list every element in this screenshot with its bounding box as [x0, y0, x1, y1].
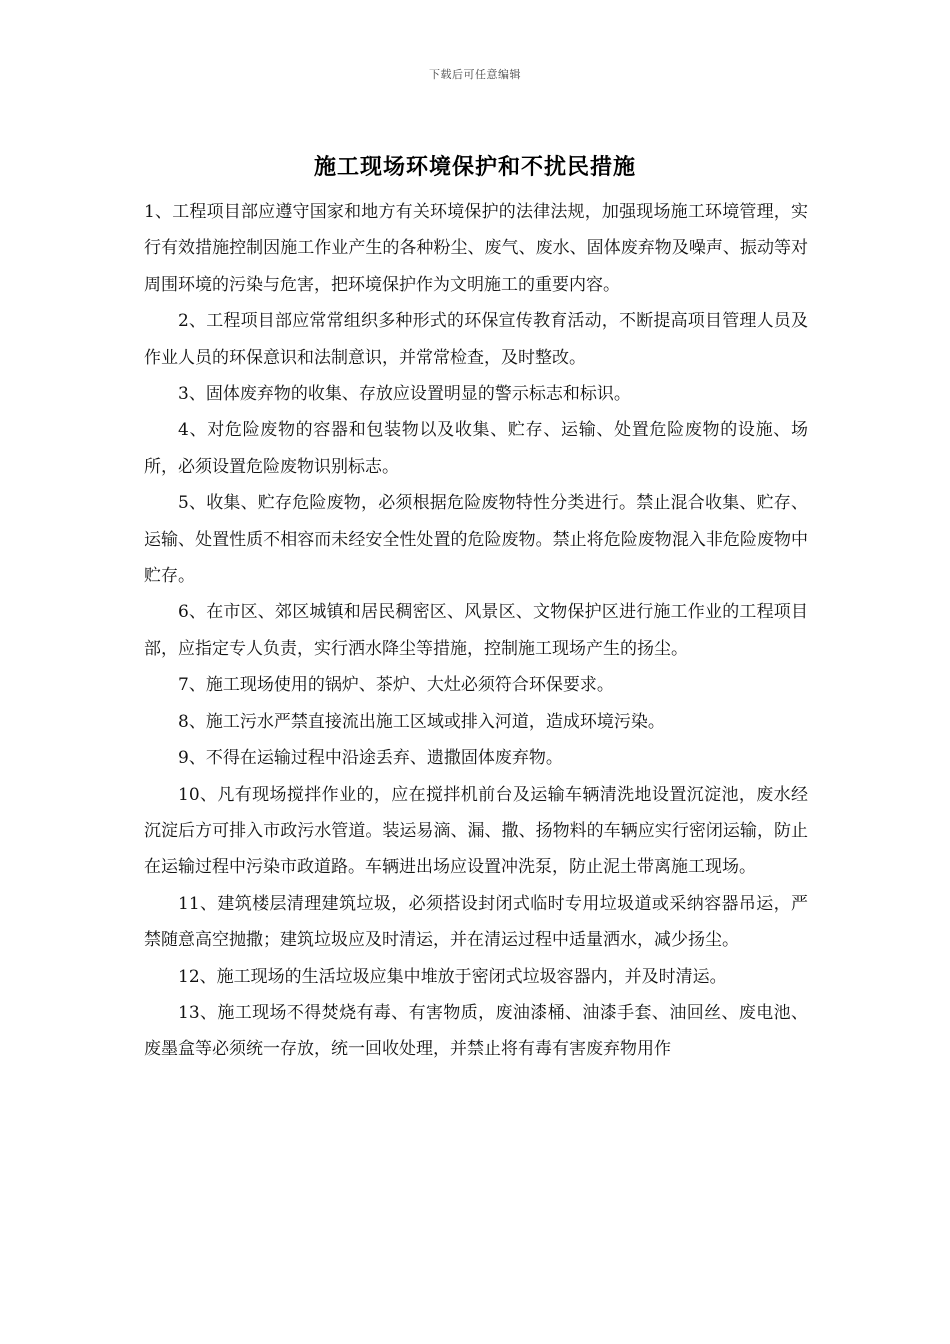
- paragraph-3: 3、固体废弃物的收集、存放应设置明显的警示标志和标识。: [178, 384, 631, 405]
- paragraph-12: 12、施工现场的生活垃圾应集中堆放于密闭式垃圾容器内，并及时清运。: [178, 966, 727, 987]
- paragraph-4: 4、对危险废物的容器和包装物以及收集、贮存、运输、处置危险废物的设施、场所，必须设置危险废物识别标志。: [144, 420, 808, 477]
- paragraph-6: 6、在市区、郊区城镇和居民稠密区、风景区、文物保护区进行施工作业的工程项目部，应指定专人负责，实行洒水降尘等措施，控制施工现场产生的扬尘。: [144, 602, 808, 659]
- document-body: [144, 194, 808, 1068]
- paragraph-5: 5、收集、贮存危险废物，必须根据危险废物特性分类进行。禁止混合收集、贮存、运输、处置性质不相容而未经安全性处置的危险废物。禁止将危险废物混入非危险废物中贮存。: [144, 493, 808, 587]
- paragraph-8: 8、施工污水严禁直接流出施工区域或排入河道，造成环境污染。: [178, 711, 665, 732]
- paragraph-7: 7、施工现场使用的锅炉、茶炉、大灶必须符合环保要求。: [178, 675, 614, 696]
- paragraph-13: 13、施工现场不得焚烧有毒、有害物质，废油漆桶、油漆手套、油回丝、废电池、废墨盒等必须统一存放，统一回收处理，并禁止将有毒有害废弃物用作: [144, 1002, 808, 1060]
- paragraph-1: 1、工程项目部应遵守国家和地方有关环境保护的法律法规，加强现场施工环境管理，实行有效措施控制因施工作业产生的各种粉尘、废气、废水、固体废弃物及噪声、振动等对周围环境的污染与危害，把环境保护作为文明施工的重要内容。: [144, 202, 808, 295]
- paragraph-10: 10、凡有现场搅拌作业的，应在搅拌机前台及运输车辆清洗地设置沉淀池，废水经沉淀后方可排入市政污水管道。装运易滴、漏、撒、扬物料的车辆应实行密闭运输，防止在运输过程中污染市政道路。车辆进出场应设置冲洗泵，防止泥土带离施工现场。: [144, 784, 808, 878]
- document-title: 施工现场环境保护和不扰民措施: [313, 154, 636, 180]
- paragraph-2: 2、工程项目部应常常组织多种形式的环保宣传教育活动，不断提高项目管理人员及作业人员的环保意识和法制意识，并常常检查，及时整改。: [144, 311, 808, 368]
- header-note: 下载后可任意编辑: [429, 68, 521, 81]
- paragraph-11: 11、建筑楼层清理建筑垃圾，必须搭设封闭式临时专用垃圾道或采纳容器吊运，严禁随意高空抛撒；建筑垃圾应及时清运，并在清运过程中适量洒水，减少扬尘。: [144, 893, 808, 951]
- paragraph-9: 9、不得在运输过程中沿途丢弃、遗撒固体废弃物。: [178, 748, 563, 769]
